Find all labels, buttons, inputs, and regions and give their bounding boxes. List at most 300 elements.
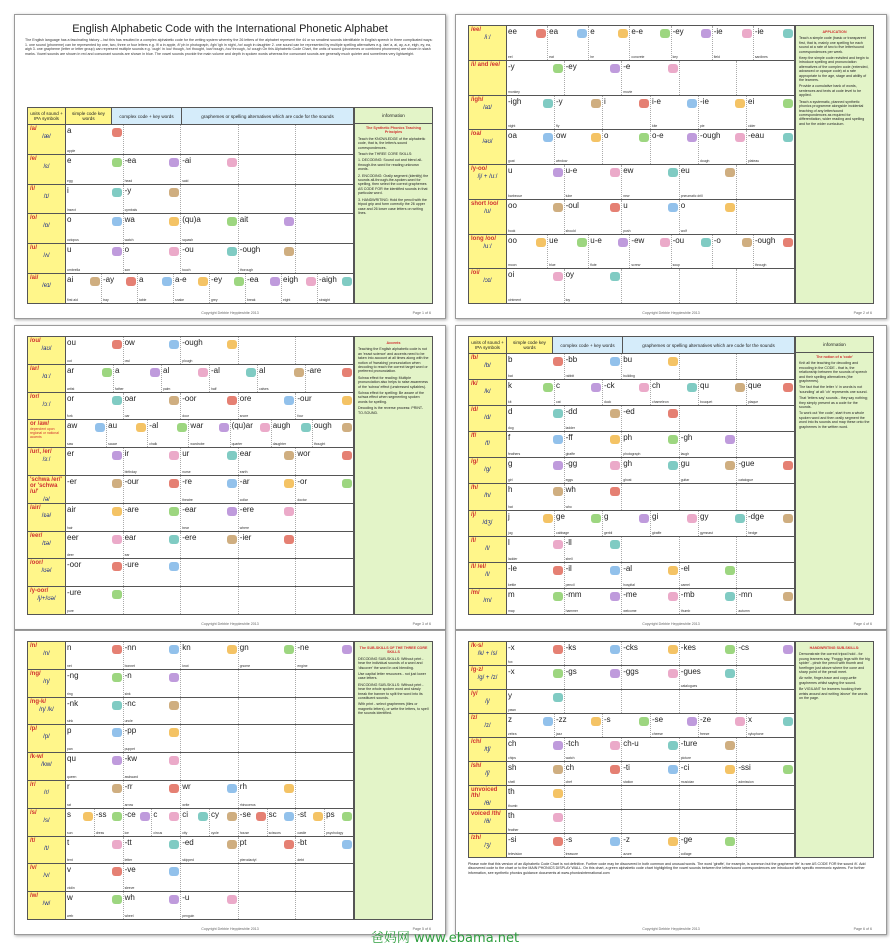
grapheme-cell <box>507 61 565 95</box>
key-word: violin <box>67 886 75 891</box>
grapheme: th <box>508 811 515 820</box>
grapheme-cell <box>138 274 174 303</box>
ipa-symbol: /s/ <box>43 817 50 824</box>
key-word: apple <box>67 148 76 153</box>
grapheme: -ze <box>700 715 712 724</box>
sound-cell <box>469 484 507 509</box>
grapheme: -ks <box>565 643 577 652</box>
table-row <box>469 714 795 738</box>
grapheme: oar <box>124 393 137 403</box>
grapheme-cell <box>239 244 297 273</box>
key-picture <box>306 277 316 286</box>
key-picture <box>169 701 179 710</box>
grapheme-cell <box>152 809 181 836</box>
grapheme-cell <box>507 834 565 857</box>
key-word: artist <box>67 386 75 391</box>
key-word: barbecue <box>508 193 523 198</box>
sound-label: /t/ <box>30 837 36 844</box>
grapheme-cells <box>507 130 795 164</box>
info-paragraph: Use capital letter resources - not just lower case letters. <box>358 672 426 681</box>
grapheme-cell <box>737 690 794 713</box>
sound-cell <box>28 781 66 808</box>
key-word: tent <box>67 858 73 863</box>
grapheme-cell <box>296 532 353 559</box>
grapheme-cell <box>555 96 603 130</box>
grapheme: -nn <box>124 643 137 652</box>
grapheme: wr <box>182 781 191 791</box>
grapheme: kn <box>182 643 191 652</box>
sound-label: /z/ <box>471 715 478 721</box>
information-panel <box>354 337 432 614</box>
key-picture <box>112 507 122 516</box>
grapheme-cell <box>651 96 699 130</box>
key-picture <box>112 535 122 544</box>
grapheme: e <box>590 27 595 36</box>
key-picture <box>169 812 179 821</box>
key-picture <box>140 812 150 821</box>
key-picture <box>610 566 620 575</box>
sound-label: /r/ <box>30 781 36 788</box>
key-picture <box>162 277 172 286</box>
table-header-row <box>28 108 354 125</box>
key-picture <box>687 383 697 392</box>
key-word: through <box>754 263 767 268</box>
sound-cell <box>28 864 66 891</box>
table-row <box>28 837 354 865</box>
grapheme-cell <box>296 781 353 808</box>
grapheme-cell <box>622 200 680 234</box>
grapheme: d <box>508 407 513 417</box>
grapheme-cell <box>630 235 671 269</box>
grapheme-cell <box>296 155 353 184</box>
key-picture <box>668 566 678 575</box>
grapheme: -ss <box>95 809 107 819</box>
ipa-symbol: /ʊə/ <box>41 568 52 575</box>
key-word: bonnet <box>124 663 135 668</box>
key-picture <box>342 812 352 821</box>
sound-label: voiced /th/ <box>471 811 501 817</box>
grapheme-cell <box>699 511 747 536</box>
grapheme-cells <box>66 753 354 780</box>
grapheme: s <box>67 809 71 819</box>
ipa-symbol: /j/+/ʊə/ <box>37 596 56 603</box>
key-picture <box>660 238 670 247</box>
key-picture <box>783 383 793 392</box>
key-picture <box>169 645 179 654</box>
page-title: English Alphabetic Code with the International Phonetic Alphabet <box>72 23 388 35</box>
ipa-symbol: /tʃ/ <box>484 747 491 753</box>
grapheme-cell <box>565 690 623 713</box>
key-word: pure <box>67 608 74 613</box>
key-picture <box>553 837 563 846</box>
grapheme: h <box>508 485 513 495</box>
key-word: cat <box>556 400 561 405</box>
grapheme-cell <box>680 642 738 665</box>
info-paragraph: Teach the KNOWLEDGE of the alphabetic code, that is, the letter/s-sound correspondences. <box>358 136 426 150</box>
grapheme-cell <box>239 476 297 503</box>
key-word: ear <box>124 553 130 558</box>
grapheme-cell <box>507 537 565 562</box>
key-word: yawn <box>508 708 516 712</box>
grapheme-cells <box>507 834 795 857</box>
grapheme: a-e <box>175 275 187 285</box>
grapheme: -n <box>124 670 132 680</box>
grapheme-cell <box>239 185 297 214</box>
key-word: admission <box>738 780 754 784</box>
header-graphemes: graphemes or spelling alternatives which are code for the sounds <box>623 337 795 353</box>
key-picture <box>227 645 237 654</box>
grapheme: -le <box>508 563 517 573</box>
key-word: welcome <box>623 608 637 613</box>
grapheme: -mn <box>738 589 753 599</box>
ipa-symbol: dependent upon regional or national accents <box>30 427 59 440</box>
table-row <box>469 666 795 690</box>
info-heading: The notion of a 'code' <box>816 355 853 359</box>
ipa-symbol: /f/ <box>484 441 490 448</box>
key-picture <box>701 29 711 38</box>
ipa-symbol: /æ/ <box>42 134 51 140</box>
grapheme-cells <box>66 476 354 503</box>
code-table <box>468 25 874 304</box>
sound-cell <box>469 96 507 130</box>
key-word: zebra <box>508 732 517 736</box>
key-picture <box>783 238 793 247</box>
sound-label: /ch/ <box>471 739 482 745</box>
information-panel <box>795 642 873 857</box>
ipa-symbol: /ɛə/ <box>41 512 52 519</box>
key-word: birthday <box>124 469 137 474</box>
key-word: moon <box>508 263 517 268</box>
key-picture <box>610 357 620 366</box>
key-word: jug <box>508 530 513 535</box>
grapheme-cell <box>181 587 239 614</box>
table-row <box>28 448 354 476</box>
key-word: penguin <box>182 913 195 918</box>
grapheme: -ere <box>182 532 197 542</box>
grapheme-cell <box>239 504 297 531</box>
grapheme-cell <box>239 155 297 184</box>
grapheme-cell <box>737 589 794 614</box>
grapheme-cells <box>507 786 795 809</box>
key-picture <box>198 812 208 821</box>
table-row <box>469 537 795 563</box>
key-picture <box>610 435 620 444</box>
grapheme-cell <box>622 810 680 833</box>
ipa-symbol: /dʒ/ <box>482 519 493 526</box>
grapheme-cell <box>565 589 623 614</box>
sound-cell <box>28 125 66 154</box>
copyright-footer: Copyright Debbie Hepplewhite 2013 <box>642 311 700 315</box>
grapheme-cells <box>507 61 795 95</box>
key-word: blue <box>549 263 556 268</box>
key-picture <box>169 867 179 876</box>
sound-cell <box>469 200 507 234</box>
grapheme-cells <box>66 420 354 447</box>
ipa-symbol: /θ/ <box>484 801 491 807</box>
grapheme-cell <box>680 61 738 95</box>
key-word: autumn <box>738 608 750 613</box>
key-picture <box>668 203 678 212</box>
grapheme-cell <box>181 448 239 475</box>
key-word: concrete <box>631 54 645 59</box>
key-picture <box>112 673 122 682</box>
grapheme: u <box>623 200 628 210</box>
info-paragraph: Knit all the teaching for decoding and encoding in the CODE - that is, the relationship between the sounds of speech and their spelling alternatives (the graphemes). <box>799 361 868 384</box>
sound-cell <box>469 432 507 457</box>
key-word: cabbage <box>556 530 570 535</box>
key-picture <box>112 247 122 256</box>
grapheme-cell <box>181 837 239 864</box>
key-word: hedge <box>748 530 758 535</box>
key-word: kit <box>508 400 512 405</box>
grapheme: -nk <box>67 698 79 708</box>
key-word: nurse <box>182 469 191 474</box>
grapheme: -e <box>623 61 631 71</box>
grapheme: ow <box>556 131 567 141</box>
table-row <box>28 393 354 421</box>
sound-label: /a/ <box>30 126 37 132</box>
key-word: guitar <box>680 478 690 483</box>
grapheme-cells <box>507 354 795 379</box>
grapheme: o <box>680 200 686 210</box>
key-picture <box>260 423 270 432</box>
grapheme-cell <box>66 892 124 919</box>
grapheme-cell <box>239 670 297 697</box>
grapheme-cell <box>507 762 565 785</box>
grapheme-cell <box>296 185 353 214</box>
table-row <box>469 458 795 484</box>
key-word: laugh <box>680 452 690 457</box>
key-word: where <box>239 525 250 530</box>
grapheme-cell <box>507 810 565 833</box>
grapheme: eigh <box>283 275 299 285</box>
key-picture <box>610 168 620 177</box>
grapheme-cell <box>507 96 555 130</box>
key-word: hair <box>67 525 73 530</box>
key-picture <box>112 895 122 904</box>
key-picture <box>742 238 752 247</box>
grapheme-cell <box>124 476 182 503</box>
key-picture <box>610 64 620 73</box>
grapheme-cell <box>622 165 680 199</box>
grapheme-cell <box>66 274 102 303</box>
grapheme-cell <box>181 185 239 214</box>
grapheme: -kes <box>680 643 696 652</box>
grapheme-cell <box>747 714 794 737</box>
grapheme: -ew <box>631 235 645 245</box>
grapheme: -or <box>297 476 308 486</box>
grapheme: ir <box>124 449 130 459</box>
grapheme-cell <box>239 125 297 154</box>
grapheme-cell <box>296 125 353 154</box>
grapheme-cells <box>507 380 795 405</box>
key-picture <box>783 717 793 726</box>
grapheme: ore <box>239 393 252 403</box>
grapheme-cell <box>66 244 124 273</box>
key-word: building <box>623 374 635 379</box>
grapheme: -s <box>565 835 573 844</box>
grapheme-cell <box>239 559 297 586</box>
grapheme-cell <box>737 165 794 199</box>
key-word: cheese <box>652 732 663 736</box>
key-picture <box>735 514 745 523</box>
ipa-symbol: /k/ + /s/ <box>477 651 498 657</box>
grapheme: c <box>153 809 158 819</box>
table-row <box>28 642 354 670</box>
table-row <box>469 589 795 614</box>
table-row <box>28 155 354 185</box>
header-simple: simple code key words <box>507 337 553 353</box>
information-panel <box>354 108 432 303</box>
grapheme-cell <box>124 504 182 531</box>
grapheme: -ture <box>680 739 698 748</box>
ipa-symbol: /p/ <box>43 734 50 741</box>
grapheme-cells <box>66 365 354 392</box>
key-word: ladder <box>565 426 576 431</box>
key-picture <box>112 701 122 710</box>
info-paragraph: Demonstrate the correct tripod hold - for young learners say, 'Froggy legs with the big spider' - pinch the pencil with thumb and forefinger just above where the cone and sharp point of the pencil meet. <box>799 652 870 675</box>
sound-cell <box>28 420 66 447</box>
grapheme-cell <box>239 809 268 836</box>
key-picture <box>701 238 711 247</box>
sound-cell <box>28 892 66 919</box>
information-panel <box>795 26 873 303</box>
grapheme-cell <box>239 448 297 475</box>
grapheme: -ed <box>182 837 194 847</box>
key-word: son <box>124 268 131 273</box>
grapheme-cell <box>680 786 738 809</box>
grapheme-cell <box>680 563 738 588</box>
key-word: he <box>590 54 595 59</box>
key-picture <box>725 765 735 774</box>
key-picture <box>668 409 678 418</box>
grapheme: -mm <box>565 589 582 599</box>
key-word: xylophone <box>748 732 764 736</box>
sound-cell <box>28 809 66 836</box>
ipa-symbol: /m/ <box>483 597 492 604</box>
key-picture <box>169 479 179 488</box>
grapheme-cell <box>124 214 182 243</box>
grapheme-cell <box>239 725 297 752</box>
sound-cell <box>28 393 66 420</box>
info-heading: APPLICATION <box>822 30 847 34</box>
grapheme: -eau <box>748 131 765 141</box>
grapheme-cell <box>737 666 794 689</box>
grapheme-cell <box>565 738 623 761</box>
key-word: push <box>623 228 631 233</box>
key-picture <box>668 435 678 444</box>
grapheme: -el <box>680 563 690 573</box>
sound-label: /y-oor/ <box>30 588 49 595</box>
key-word: goat <box>508 159 515 163</box>
ipa-symbol: /t/ <box>43 845 49 852</box>
grapheme: er <box>67 449 75 459</box>
key-word: grey <box>211 297 218 302</box>
grapheme-cell <box>507 690 565 713</box>
information-panel <box>354 642 432 919</box>
grapheme-cell <box>507 666 565 689</box>
grapheme-cells <box>66 125 354 154</box>
grapheme-cell <box>114 365 162 392</box>
grapheme-cell <box>565 354 623 379</box>
key-word: bouquet <box>700 400 713 405</box>
grapheme-cell <box>680 690 738 713</box>
key-word: snake <box>175 297 185 302</box>
grapheme: eu <box>680 166 690 175</box>
sound-label: /l/ /el/ <box>471 563 487 570</box>
grapheme-cell <box>507 165 565 199</box>
table-row <box>28 559 354 587</box>
key-word: musician <box>680 780 695 784</box>
grapheme-cell <box>565 762 623 785</box>
grapheme: o <box>604 131 609 141</box>
info-paragraph: Teach a systematic, planned synthetic phonics programme alongside incidental teaching of any letter/sound correspondences as required for differentiation, wider reading and spelling and for the wider curriculum. <box>799 99 865 126</box>
grapheme: -s <box>604 715 611 724</box>
grapheme: -se <box>652 715 664 724</box>
key-picture <box>342 368 352 377</box>
grapheme: -y <box>124 185 132 195</box>
grapheme: -dge <box>748 511 765 521</box>
grapheme-cell <box>210 809 239 836</box>
grapheme: ei <box>748 96 755 106</box>
grapheme-cell <box>565 810 623 833</box>
sound-label: /k-s/ <box>471 643 484 649</box>
grapheme: -si <box>508 835 517 844</box>
sound-label: /k-w/ <box>30 754 44 761</box>
grapheme-cell <box>603 96 651 130</box>
key-picture <box>783 133 793 142</box>
grapheme-cells <box>507 165 795 199</box>
table-row <box>469 406 795 432</box>
grapheme: -ear <box>182 504 197 514</box>
table-row <box>469 61 795 96</box>
grapheme: ough <box>313 421 332 431</box>
key-picture <box>112 217 122 226</box>
grapheme-cells <box>66 670 354 697</box>
grapheme: i <box>67 185 69 195</box>
key-word: gerbil <box>604 530 613 535</box>
grapheme: -ey <box>672 27 684 36</box>
sound-cell <box>28 642 66 669</box>
key-picture <box>543 383 553 392</box>
grapheme-cell <box>565 484 623 509</box>
sound-label: /y-oo/ <box>471 166 487 172</box>
grapheme: -mb <box>680 589 695 599</box>
grapheme-cell <box>699 130 747 164</box>
key-picture <box>112 479 122 488</box>
sound-label: /oor/ <box>30 560 43 567</box>
grapheme-cells <box>66 504 354 531</box>
key-picture <box>227 479 237 488</box>
grapheme-cells <box>66 337 354 364</box>
grapheme-cell <box>124 892 182 919</box>
ipa-symbol: /g/ + /z/ <box>477 675 498 681</box>
key-word: skipped <box>182 858 194 863</box>
grapheme-cells <box>507 26 795 60</box>
sound-cell <box>469 235 507 269</box>
grapheme-cell <box>622 458 680 483</box>
key-picture <box>112 188 122 197</box>
grapheme-cell <box>672 235 713 269</box>
info-paragraph: The fact that the letter 'c' in words is not 'sounding' at all: 'ch' represents one sound. <box>799 385 868 394</box>
sound-label: /oi/ <box>471 270 480 277</box>
ipa-symbol: /ɔː/ <box>42 401 51 408</box>
key-word: catalogues <box>680 684 698 688</box>
grapheme-cell <box>680 537 738 562</box>
key-word: ladder <box>508 556 518 561</box>
grapheme: k <box>508 381 512 391</box>
key-picture <box>553 168 563 177</box>
